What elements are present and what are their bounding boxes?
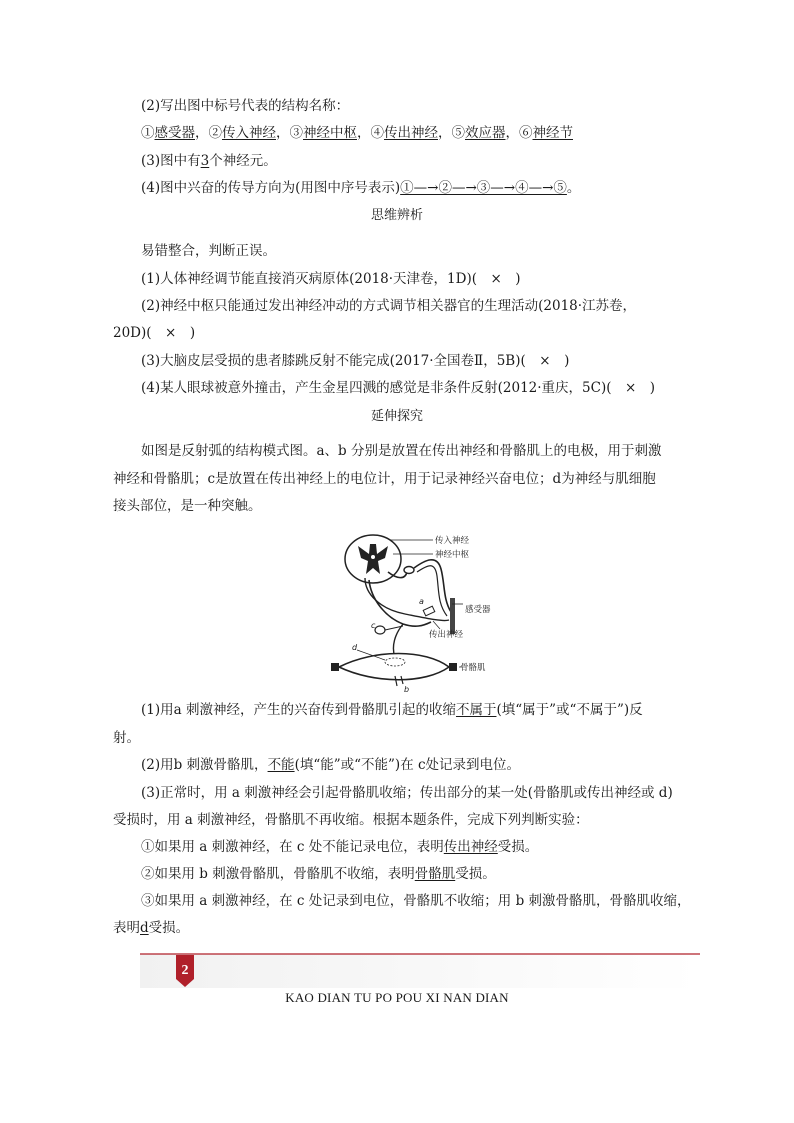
muscle-body	[339, 654, 449, 680]
central-canal	[371, 555, 375, 559]
answer-afferent: 传入神经	[222, 125, 276, 141]
section-title-pinyin: KAO DIAN TU PO POU XI NAN DIAN	[285, 990, 509, 1005]
thinking-heading: 思维辨析	[370, 208, 423, 223]
label-b: b	[404, 685, 410, 694]
ext-q1-cont: 射。	[113, 730, 140, 746]
section-banner	[140, 953, 700, 989]
thinking-item-4: (4)某人眼球被意外撞击，产生金星四溅的感觉是非条件反射(2012·重庆，5C)( × )	[141, 380, 656, 396]
label-d: d	[352, 643, 358, 652]
potentiometer-c	[375, 626, 385, 634]
ext-case-2: ②如果用 b 刺激骨骼肌，骨骼肌不收缩，表明骨骼肌受损。	[141, 866, 496, 882]
ext-case-3-cont: 表明d受损。	[113, 920, 190, 936]
ext-q3-line-1: (3)正常时，用 a 刺激神经会引起骨骼肌收缩；传出部分的某一处(骨骼肌或传出神经或 d)	[141, 785, 673, 801]
extension-heading: 延伸探究	[370, 409, 423, 424]
ext-q3-line-2: 受损时，用 a 刺激神经，骨骼肌不再收缩。根据本题条件，完成下列判断实验：	[113, 812, 589, 828]
answer-center: 神经中枢	[303, 125, 357, 141]
electrode-a	[423, 606, 435, 616]
receptor-skin	[450, 598, 455, 634]
answer-not-reflex: 不属于	[455, 702, 497, 718]
answer-efferent-damaged: 传出神经	[443, 839, 498, 855]
label-a: a	[419, 597, 424, 606]
answer-ganglion: 神经节	[532, 125, 573, 141]
extension-para-3: 接头部位，是一种突触。	[113, 498, 262, 514]
answer-receptor: 感受器	[154, 125, 195, 141]
q3-line: (3)图中有3个神经元。	[141, 153, 277, 169]
label-muscle: 骨骼肌	[460, 663, 486, 673]
ext-q1-line: (1)用a 刺激神经，产生的兴奋传到骨骼肌引起的收缩不属于(填“属于”或“不属于”)反	[141, 702, 643, 718]
label-afferent: 传入神经	[435, 536, 470, 546]
thinking-intro: 易错整合，判断正误。	[141, 243, 276, 259]
thinking-item-3: (3)大脑皮层受损的患者膝跳反射不能完成(2017·全国卷Ⅱ，5B)( × )	[141, 353, 570, 369]
answer-effector: 效应器	[465, 125, 506, 141]
thinking-item-1: (1)人体神经调节能直接消灭病原体(2018·天津卷，1D)( × )	[141, 271, 521, 287]
answer-muscle-damaged: 骨骼肌	[414, 866, 456, 882]
reflex-arc-figure	[325, 524, 515, 696]
section-number: 2	[181, 963, 189, 978]
extension-para-2: 神经和骨骼肌；c是放置在传出神经上的电位计，用于记录神经兴奋电位；d为神经与肌细胞	[113, 471, 656, 487]
ext-q2-line: (2)用b 刺激骨骼肌，不能(填“能”或“不能”)在 c处记录到电位。	[141, 757, 521, 773]
answer-direction: ①—→②—→③—→④—→⑤	[400, 180, 567, 196]
q2-prompt: (2)写出图中标号代表的结构名称：	[141, 98, 350, 114]
ganglion	[404, 567, 414, 574]
q4-line: (4)图中兴奋的传导方向为(用图中序号表示)①—→②—→③—→④—→⑤。	[141, 180, 581, 196]
ext-case-3: ③如果用 a 刺激神经，在 c 处记录到电位，骨骼肌不收缩；用 b 刺激骨骼肌，骨骼肌收缩，	[141, 893, 691, 909]
answer-d-damaged: d	[140, 920, 149, 936]
label-center: 神经中枢	[435, 550, 470, 560]
answer-neuron-count: 3	[200, 153, 210, 169]
thinking-item-2-cont: 20D)( × )	[113, 325, 196, 341]
q2-answers: ①感受器，②传入神经，③神经中枢，④传出神经，⑤效应器，⑥神经节	[141, 125, 573, 141]
extension-para-1: 如图是反射弧的结构模式图。a、b 分别是放置在传出神经和骨骼肌上的电极，用于刺激	[141, 443, 662, 459]
ext-case-1: ①如果用 a 刺激神经，在 c 处不能记录电位，表明传出神经受损。	[141, 839, 539, 855]
answer-cannot: 不能	[267, 757, 295, 773]
answer-efferent: 传出神经	[384, 125, 438, 141]
label-receptor: 感受器	[465, 605, 491, 615]
label-c: c	[371, 621, 376, 630]
thinking-item-2: (2)神经中枢只能通过发出神经冲动的方式调节相关器官的生理活动(2018·江苏卷，	[141, 298, 637, 314]
label-efferent: 传出神经	[429, 630, 464, 640]
